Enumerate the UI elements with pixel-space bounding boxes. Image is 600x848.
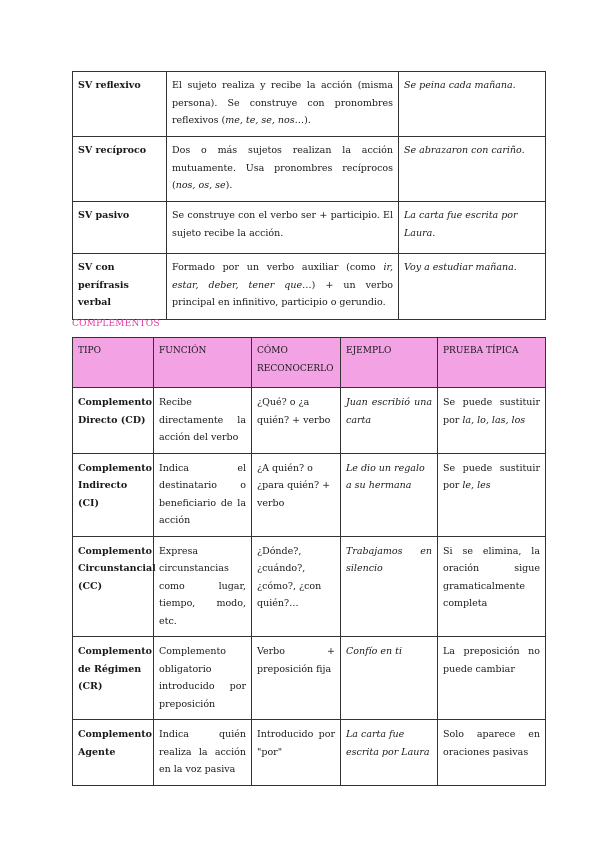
table-row xyxy=(73,202,546,254)
header-row xyxy=(73,338,546,388)
comp-how: ¿Dónde?, ¿cuándo?, ¿cómo?, ¿con quién?… xyxy=(252,536,341,637)
comp-test: Se puede sustituir por la, lo, las, los xyxy=(438,388,546,454)
comp-example: Trabajamos en silencio xyxy=(341,536,438,637)
sv-example: Voy a estudiar mañana. xyxy=(399,254,546,320)
comp-test: Se puede sustituir por le, les xyxy=(438,453,546,536)
sv-description: El sujeto realiza y recibe la acción (misma persona). Se construye con pronombres reflexivos (me, te, se, nos…). xyxy=(167,72,399,137)
sv-example: Se abrazaron con cariño. xyxy=(399,137,546,202)
sv-types-table xyxy=(72,71,546,320)
column-header: TIPO xyxy=(73,338,154,388)
comp-function: Complemento obligatorio introducido por preposición xyxy=(154,637,252,720)
table-row xyxy=(73,720,546,786)
table-row xyxy=(73,388,546,454)
sv-description: Dos o más sujetos realizan la acción mutuamente. Usa pronombres recíprocos (nos, os, se). xyxy=(167,137,399,202)
sv-example: Se peina cada mañana. xyxy=(399,72,546,137)
table-row xyxy=(73,453,546,536)
complementos-table xyxy=(72,337,546,786)
comp-how: ¿Qué? o ¿a quién? + verbo xyxy=(252,388,341,454)
comp-type: Complemento Directo (CD) xyxy=(73,388,154,454)
comp-example: La carta fue escrita por Laura xyxy=(341,720,438,786)
comp-how: Verbo + preposición fija xyxy=(252,637,341,720)
comp-test: Si se elimina, la oración sigue gramaticalmente completa xyxy=(438,536,546,637)
comp-test: Solo aparece en oraciones pasivas xyxy=(438,720,546,786)
table-row xyxy=(73,137,546,202)
comp-example: Le dio un regalo a su hermana xyxy=(341,453,438,536)
comp-type: Complemento Agente xyxy=(73,720,154,786)
comp-type: Complemento Indirecto (CI) xyxy=(73,453,154,536)
comp-how: Introducido por "por" xyxy=(252,720,341,786)
comp-function: Indica quién realiza la acción en la voz pasiva xyxy=(154,720,252,786)
comp-function: Expresa circunstancias como lugar, tiempo, modo, etc. xyxy=(154,536,252,637)
sv-type: SV reflexivo xyxy=(73,72,167,137)
comp-example: Confío en ti xyxy=(341,637,438,720)
table-row xyxy=(73,254,546,320)
column-header: CÓMO RECONOCERLO xyxy=(252,338,341,388)
comp-function: Recibe directamente la acción del verbo xyxy=(154,388,252,454)
table-row xyxy=(73,72,546,137)
sv-type: SV con perífrasis verbal xyxy=(73,254,167,320)
table-row xyxy=(73,536,546,637)
column-header: PRUEBA TÍPICA xyxy=(438,338,546,388)
column-header: FUNCIÓN xyxy=(154,338,252,388)
comp-example: Juan escribió una carta xyxy=(341,388,438,454)
comp-how: ¿A quién? o ¿para quién? + verbo xyxy=(252,453,341,536)
sv-example: La carta fue escrita por Laura. xyxy=(399,202,546,254)
comp-type: Complemento de Régimen (CR) xyxy=(73,637,154,720)
section-title: COMPLEMENTOS xyxy=(72,319,160,329)
table-row xyxy=(73,637,546,720)
comp-test: La preposición no puede cambiar xyxy=(438,637,546,720)
sv-description: Formado por un verbo auxiliar (como ir, estar, deber, tener que…) + un verbo principal en infinitivo, participio o gerundio. xyxy=(167,254,399,320)
sv-description: Se construye con el verbo ser + participio. El sujeto recibe la acción. xyxy=(167,202,399,254)
column-header: EJEMPLO xyxy=(341,338,438,388)
sv-type: SV recíproco xyxy=(73,137,167,202)
comp-type: Complemento Circunstancial (CC) xyxy=(73,536,154,637)
sv-type: SV pasivo xyxy=(73,202,167,254)
comp-function: Indica el destinatario o beneficiario de la acción xyxy=(154,453,252,536)
